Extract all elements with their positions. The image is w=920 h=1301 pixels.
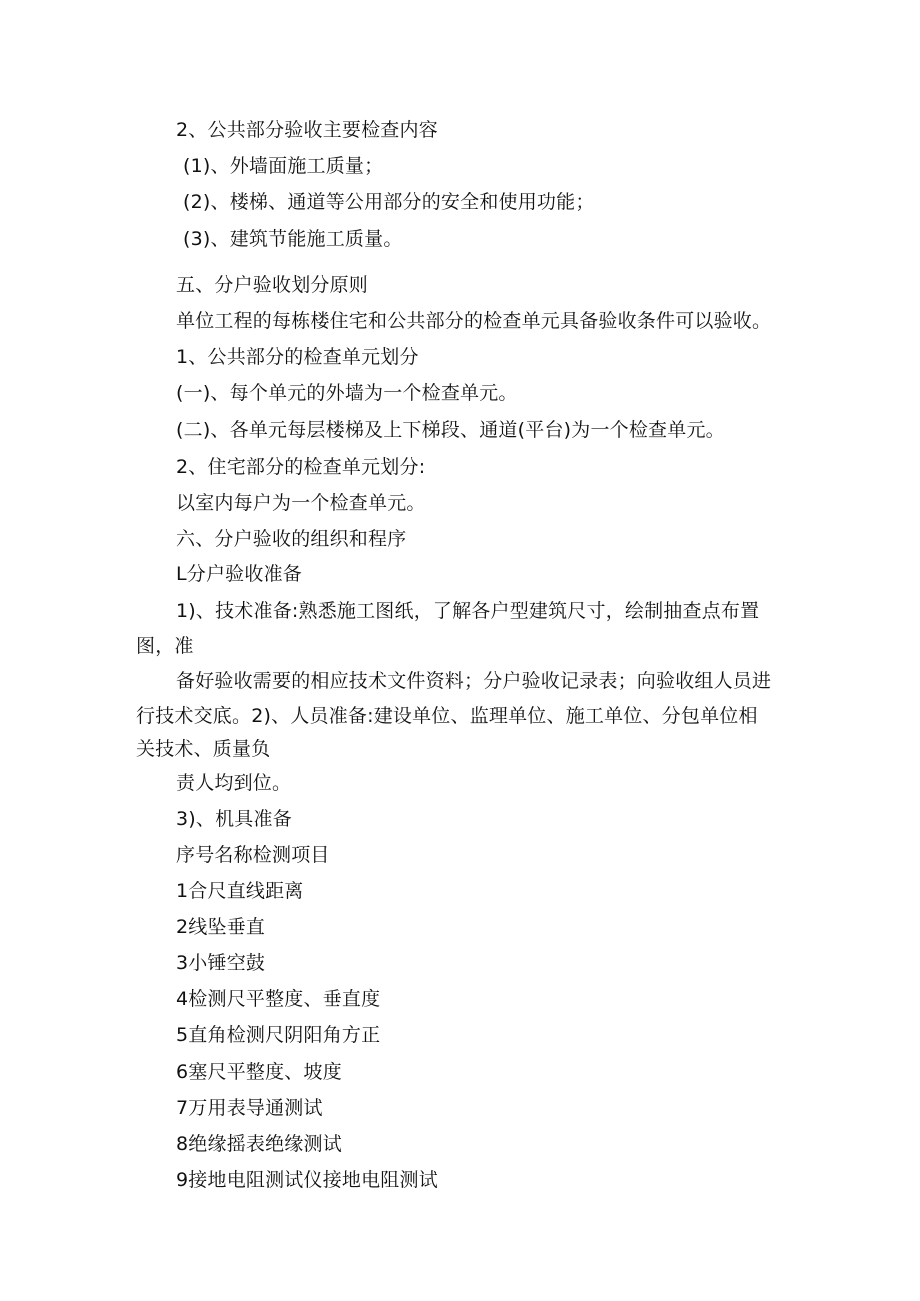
paragraph-line: 行技术交底。2)、人员准备:建设单位、监理单位、施工单位、分包单位相: [136, 705, 758, 727]
list-item: (二)、各单元每层楼梯及上下梯段、通道(平台)为一个检查单元。: [176, 419, 725, 441]
table-row: 4检测尺平整度、垂直度: [176, 988, 381, 1010]
paragraph-line: 图，准: [136, 635, 194, 657]
paragraph-line: 单位工程的每栋楼住宅和公共部分的检查单元具备验收条件可以验收。: [176, 310, 772, 332]
section-heading: L分户验收准备: [176, 563, 302, 585]
section-heading: 六、分户验收的组织和程序: [176, 528, 407, 550]
section-heading: 1、公共部分的检查单元划分: [176, 346, 419, 368]
list-item: (2)、楼梯、通道等公用部分的安全和使用功能；: [183, 191, 595, 213]
list-item: (3)、建筑节能施工质量。: [183, 228, 403, 250]
table-row: 6塞尺平整度、坡度: [176, 1061, 342, 1083]
section-heading: 2、住宅部分的检查单元划分:: [176, 456, 426, 478]
section-heading: 2、公共部分验收主要检查内容: [176, 119, 438, 141]
table-row: 8绝缘摇表绝缘测试: [176, 1133, 342, 1155]
paragraph-line: 以室内每户为一个检查单元。: [176, 492, 426, 514]
table-row: 9接地电阻测试仪接地电阻测试: [176, 1169, 438, 1191]
paragraph-line: 关技术、质量负: [136, 738, 271, 760]
table-header: 序号名称检测项目: [176, 844, 330, 866]
section-heading: 五、分户验收划分原则: [176, 274, 369, 296]
list-item: (1)、外墙面施工质量；: [183, 155, 384, 177]
table-row: 3小锤空鼓: [176, 952, 266, 974]
table-row: 5直角检测尺阴阳角方正: [176, 1024, 381, 1046]
paragraph-line: 1)、技术准备:熟悉施工图纸，了解各户型建筑尺寸，绘制抽查点布置: [176, 600, 760, 622]
paragraph-line: 备好验收需要的相应技术文件资料；分户验收记录表；向验收组人员进: [176, 670, 772, 692]
paragraph-line: 责人均到位。: [176, 772, 292, 794]
section-heading: 3)、机具准备: [176, 808, 292, 830]
list-item: (一)、每个单元的外墙为一个检查单元。: [176, 382, 518, 404]
table-row: 1合尺直线距离: [176, 880, 304, 902]
table-row: 7万用表导通测试: [176, 1097, 323, 1119]
table-row: 2线坠垂直: [176, 916, 266, 938]
